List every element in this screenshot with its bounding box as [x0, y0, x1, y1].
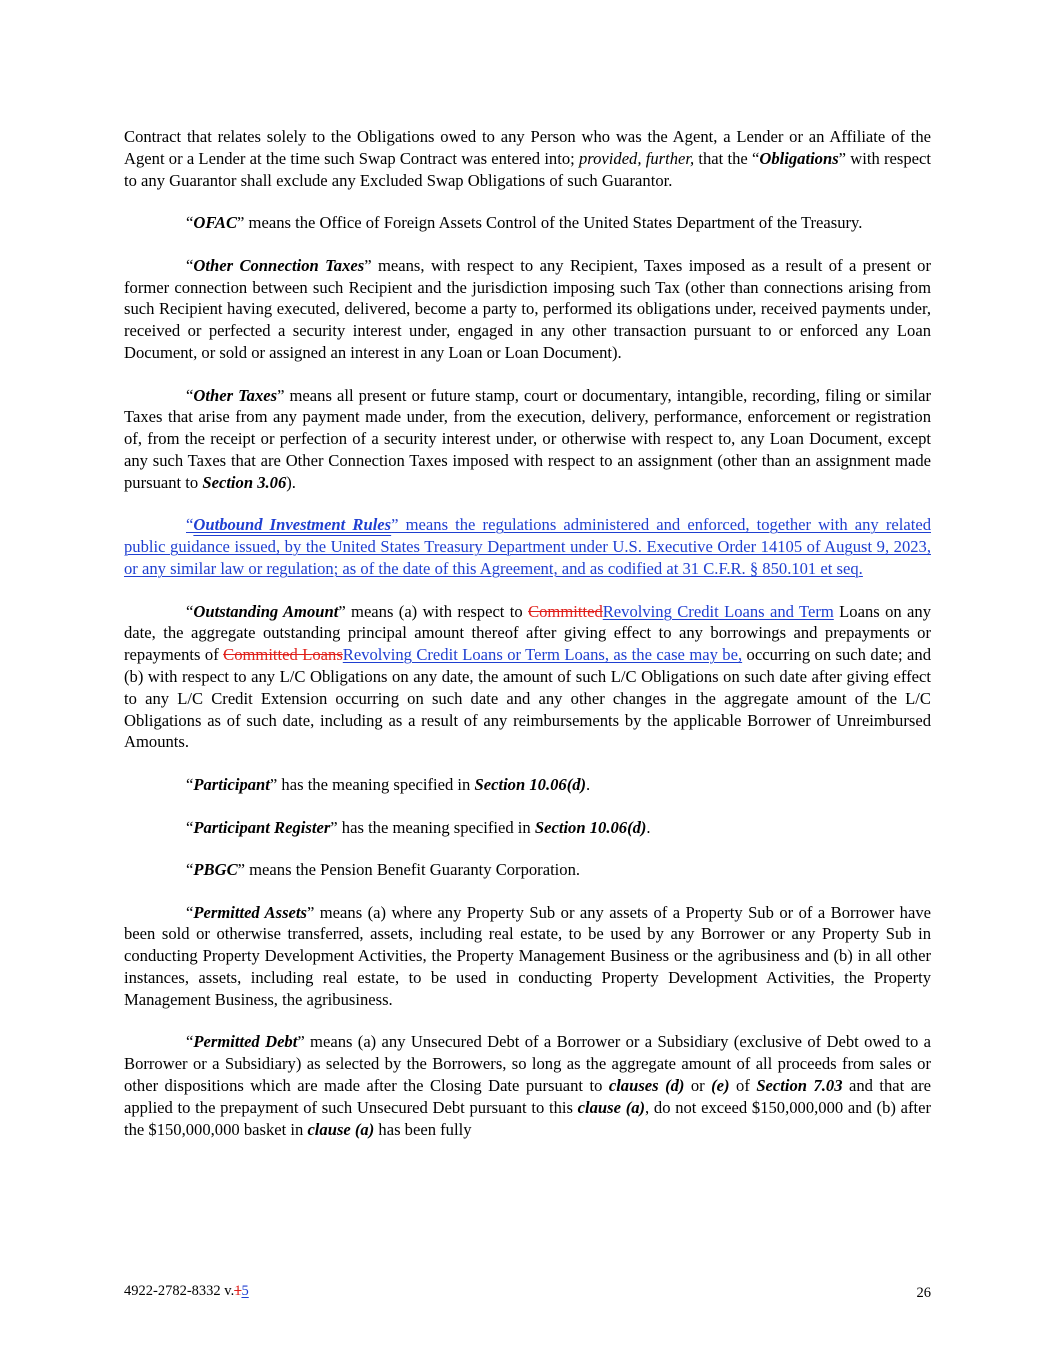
- definition-pbgc: [124, 859, 931, 881]
- clause-reference: clauses (d): [608, 1076, 685, 1096]
- text: that the “: [694, 148, 760, 168]
- definition-text: , do not exceed $150,000,000 and (b) after the $150,000,000 basket in: [124, 1097, 931, 1139]
- definition-text: has been fully: [374, 1119, 472, 1139]
- definition-participant: [124, 774, 931, 796]
- text: ” with respect to any Guarantor shall exclude any Excluded Swap Obligations of such Guarantor.: [124, 148, 931, 190]
- text: Contract that relates solely to the Obligations owed to any Person who was the Agent, a Lender or an Affiliate of the Agent or a Lender at the time such Swap Contract was entered into;: [124, 127, 931, 168]
- section-reference: Section 7.03: [756, 1076, 843, 1096]
- inserted-text: ” means the regulations administered and enforced, together with any related public guidance issued, by the United States Treasury Department under U.S. Executive Order 14105 of August 9, 2023, or any similar law or regulation; as of the date of this Agreement, and as codified at 31 C.F.R. § 850.101 et seq.: [124, 515, 931, 578]
- deleted-version: 1: [234, 1283, 242, 1299]
- defined-term: Participant: [193, 774, 270, 794]
- clause-reference: (e): [711, 1076, 730, 1096]
- definition-text: ” means (a) any Unsecured Debt of a Borrower or a Subsidiary (exclusive of Debt owed to a Borrower or a Subsidiary) as selected by the Borrowers, so long as the aggregate amount of all proceeds from sales or other dispositions which are made after the Closing Date pursuant to: [124, 1032, 932, 1096]
- inserted-text: Revolving Credit Loans or Term Loans, as the case may be,: [342, 645, 743, 665]
- definition-permitted-assets: [124, 902, 931, 1011]
- definition-text: ” has the meaning specified in: [330, 817, 535, 837]
- definition-other-connection-taxes: [124, 255, 931, 364]
- quote: “: [186, 817, 194, 837]
- definition-text: and that are applied to the prepayment of such Unsecured Debt pursuant to this: [124, 1076, 931, 1117]
- definition-text: ” means, with respect to any Recipient, Taxes imposed as a result of a present or former connection between such Recipient and the jurisdiction imposing such Tax (other than connections arising from such Recipient having executed, delivered, become a party to, performed its obligations under, received payments under, received or perfected a security interest under, engaged in any other transaction pursuant to or enforced any Loan Document, or sold or assigned an interest in any Loan or Loan Document).: [124, 255, 931, 362]
- defined-term: Other Taxes: [193, 385, 278, 405]
- definition-text: of: [729, 1076, 757, 1096]
- quote: “: [186, 213, 194, 233]
- document-id: 4922-2782-8332 v.: [124, 1283, 235, 1299]
- definition-text: ” has the meaning specified in: [269, 774, 475, 794]
- defined-term: Permitted Assets: [193, 902, 307, 922]
- defined-term: Outstanding Amount: [193, 601, 339, 621]
- defined-term: Outbound Investment Rules: [193, 515, 392, 535]
- text: .: [646, 817, 651, 837]
- quote: “: [186, 1032, 194, 1052]
- defined-term: Other Connection Taxes: [193, 255, 365, 275]
- defined-term: OFAC: [193, 213, 238, 233]
- inserted-text: Revolving Credit Loans and Term: [602, 601, 834, 621]
- definition-text: occurring on such date; and (b) with respect to any L/C Obligations on any date, the amount of such L/C Obligations on such date after giving effect to any L/C Credit Extension occurring on such date and any other changes in the aggregate amount of the L/C Obligations as of such date, including as a result of any reimbursements by the applicable Borrower of Unreimbursed Amounts.: [124, 645, 931, 752]
- definition-text: or: [684, 1076, 712, 1096]
- definition-text: ” means all present or future stamp, court or documentary, intangible, recording, filing or similar Taxes that arise from any payment made under, from the execution, delivery, performance, enforcement or registration of, from the receipt or perfection of a security interest under, or otherwise with respect to, any Loan Document, except any such Taxes that are Other Connection Taxes imposed with respect to an assignment (other than an assignment made pursuant to: [124, 385, 931, 492]
- page-number: 26: [916, 1285, 931, 1301]
- defined-term: PBGC: [193, 860, 238, 880]
- definition-text: ” means (a) where any Property Sub or any assets of a Property Sub or of a Borrower have been sold or otherwise transferred, assets, including real estate, to be used by any Borrower or any Property Sub in conducting Property Development Activities, the Property Management Business or the agribusiness and (b) in all other instances, assets, including real estate, to be used in conducting Property Development Activities, the Property Management Business, the agribusiness.: [124, 902, 931, 1009]
- quote: “: [186, 774, 194, 794]
- quote: “: [186, 601, 194, 621]
- quote: “: [186, 515, 194, 535]
- document-body: [124, 126, 931, 1161]
- italic-text: provided, further,: [578, 148, 695, 168]
- deleted-text: Committed Loans: [223, 645, 343, 665]
- defined-term: Permitted Debt: [193, 1032, 298, 1052]
- definition-ofac: [124, 212, 931, 234]
- section-reference: Section 10.06(d): [534, 817, 647, 837]
- deleted-text: Committed: [528, 601, 603, 621]
- definition-text: ” means the Pension Benefit Guaranty Corporation.: [237, 860, 581, 880]
- quote: “: [186, 255, 194, 275]
- footer-document-id: [124, 1283, 249, 1300]
- quote: “: [186, 860, 194, 880]
- definition-permitted-debt: [124, 1031, 931, 1140]
- definition-outstanding-amount: [124, 601, 931, 754]
- definition-outbound-investment-rules-inserted: [124, 514, 931, 579]
- definition-text: ” means (a) with respect to: [338, 601, 529, 621]
- quote: “: [186, 902, 194, 922]
- definition-text: ” means the Office of Foreign Assets Control of the United States Department of the Treasury.: [237, 213, 863, 233]
- defined-term: Participant Register: [193, 817, 331, 837]
- text: ).: [286, 472, 296, 492]
- definition-other-taxes: [124, 385, 931, 494]
- paragraph-obligations-continued: [124, 126, 931, 191]
- definition-text: Loans on any date, the aggregate outstanding principal amount thereof after giving effect to any borrowings and prepayments or repayments of: [124, 601, 931, 665]
- definition-participant-register: [124, 817, 931, 839]
- quote: “: [186, 385, 194, 405]
- clause-reference: clause (a): [307, 1119, 375, 1139]
- section-reference: Section 10.06(d): [474, 774, 587, 794]
- inserted-version: 5: [241, 1283, 249, 1299]
- section-reference: Section 3.06: [202, 472, 287, 492]
- defined-term: Obligations: [759, 148, 839, 168]
- clause-reference: clause (a): [577, 1097, 646, 1117]
- text: .: [586, 774, 591, 794]
